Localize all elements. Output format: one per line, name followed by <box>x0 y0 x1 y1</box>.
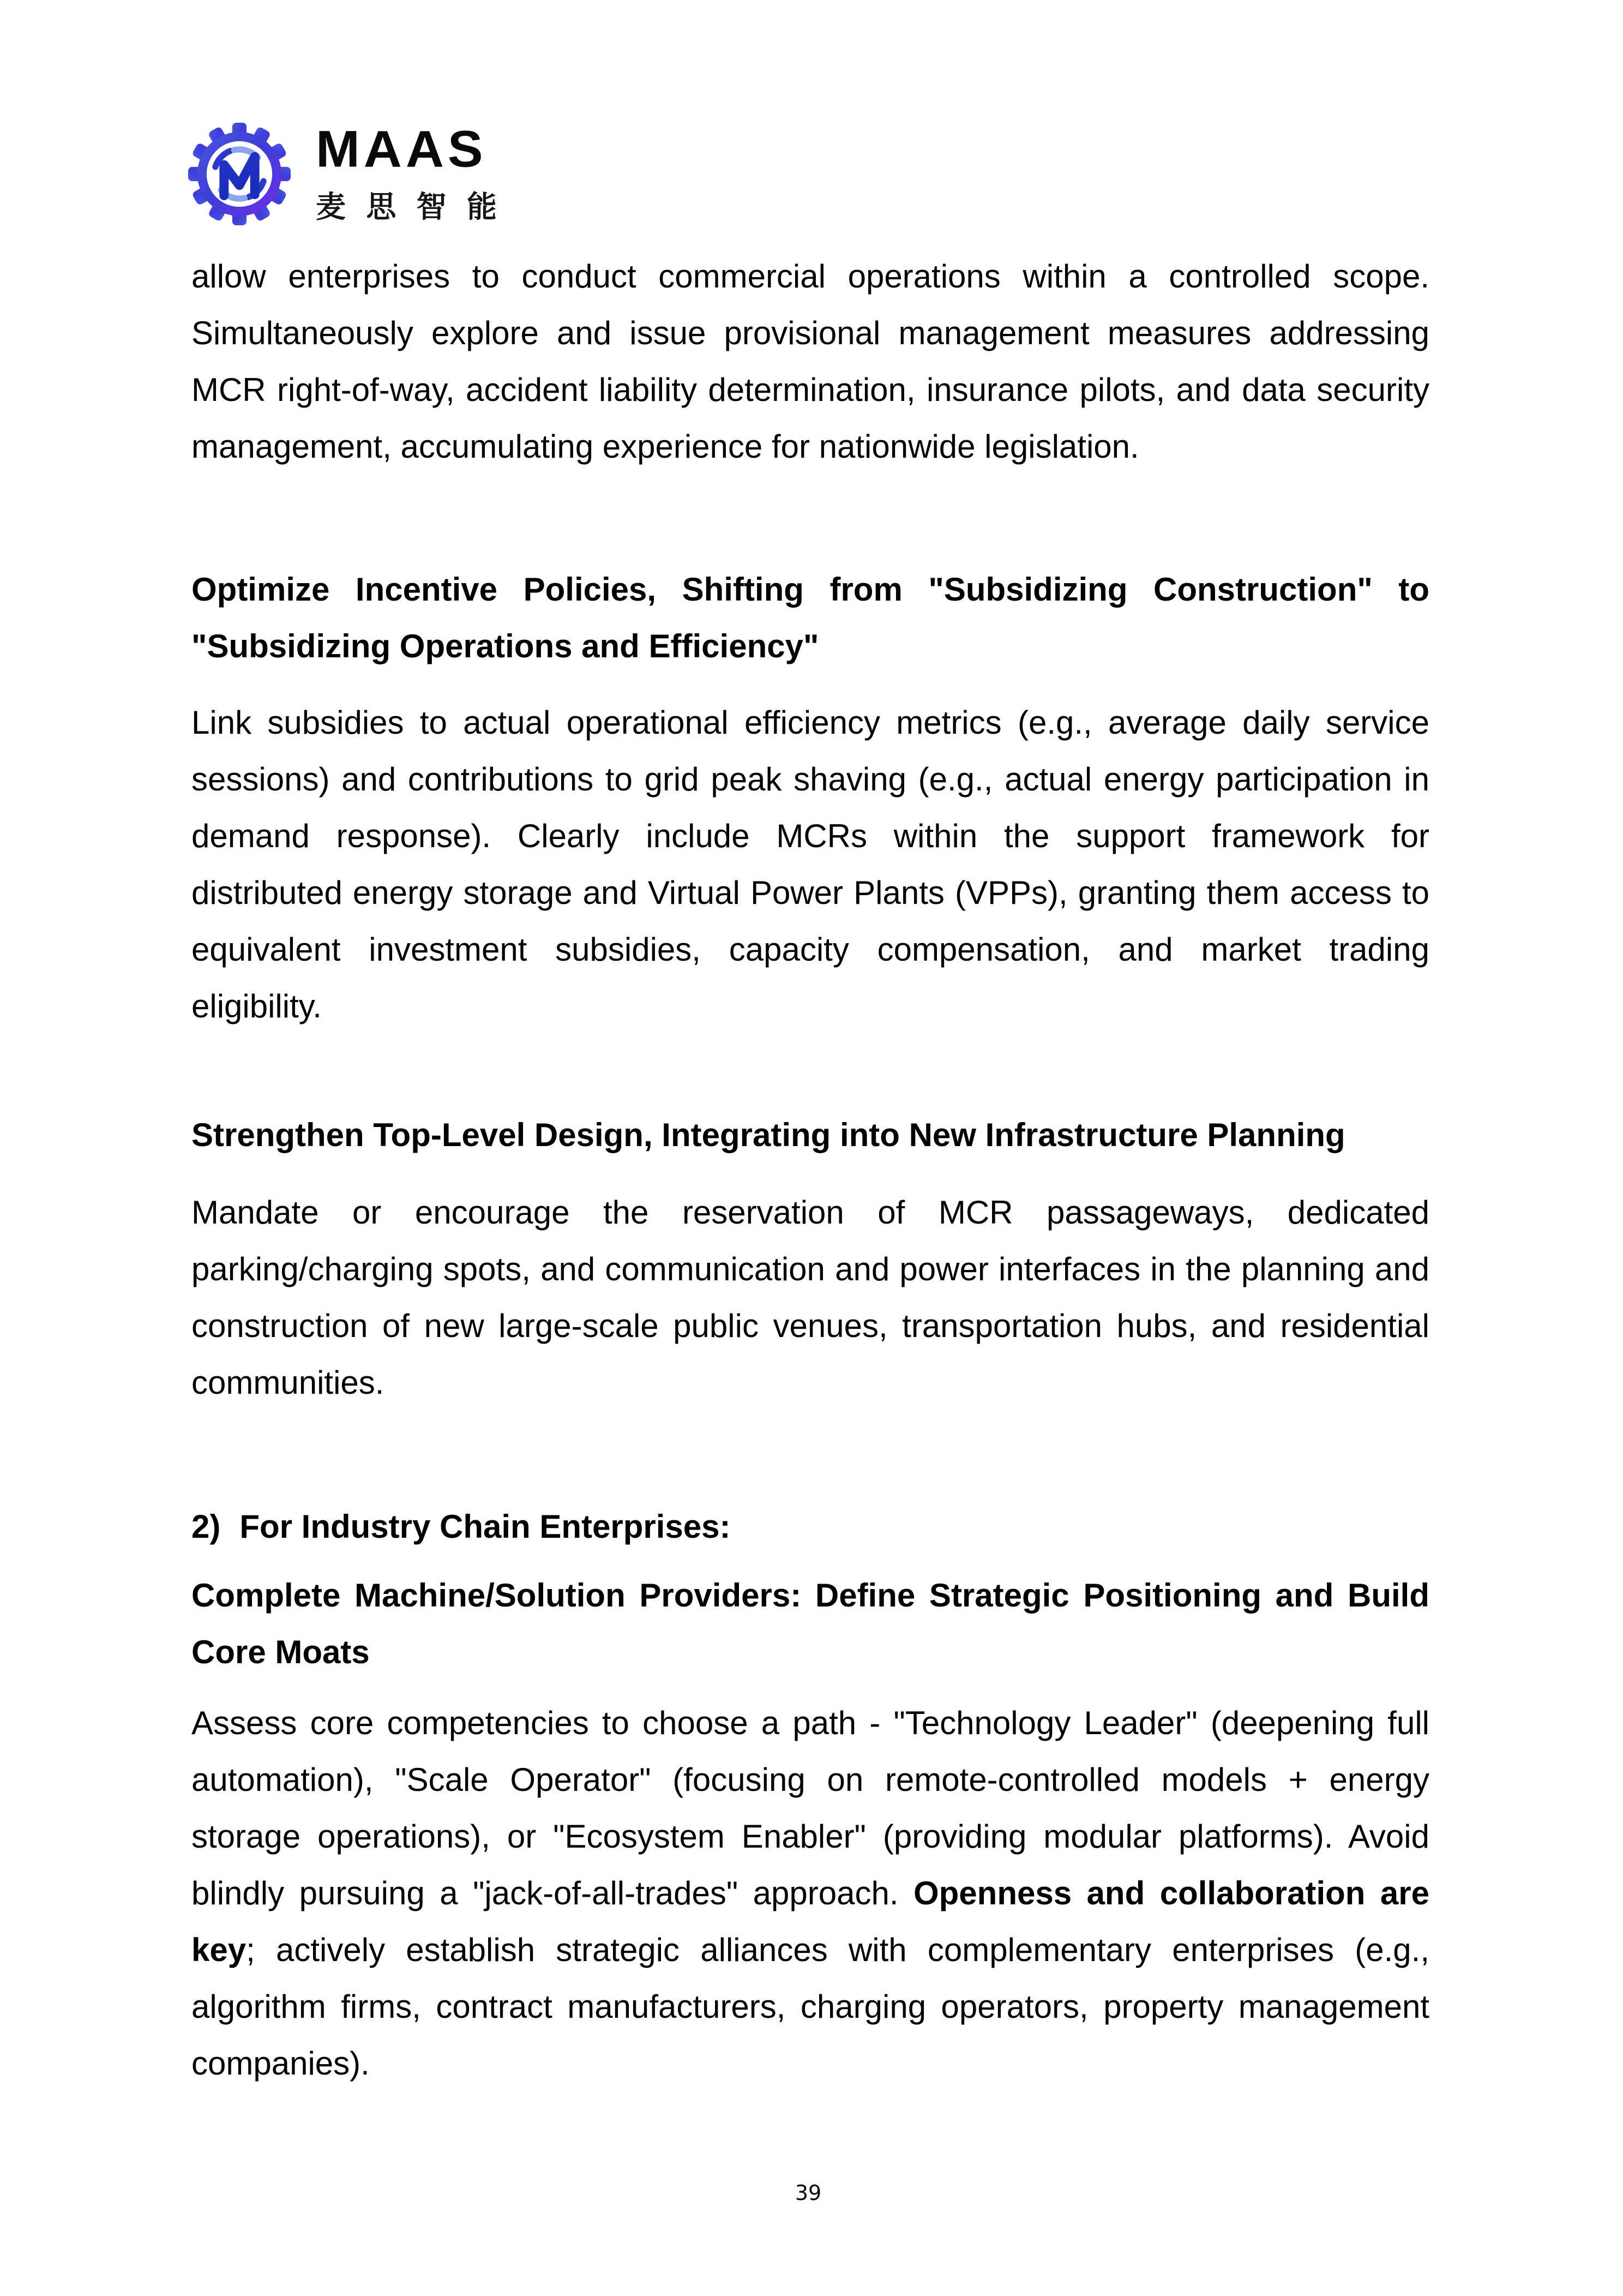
paragraph-mandate-reservation: Mandate or encourage the reservation of MCR passageways, dedicated parking/charging spots, and communication and power interfaces in the planning and construction of new large-scale public venues, transportation hubs, and residential communities. <box>191 1194 1429 1401</box>
brand-cn-char: 能 <box>466 190 497 224</box>
company-logo <box>188 119 497 226</box>
section-item-industry-chain <box>191 1498 1429 1555</box>
heading-complete-machine-providers: Complete Machine/Solution Providers: Define Strategic Positioning and Build Core Moats <box>191 1577 1429 1670</box>
paragraph-strategy-text: Assess core competencies to choose a path - "Technology Leader" (deepening full automation), "Scale Operator" (focusing on remote-controlled models + energy storage operations), or "Ecosystem Enabler" (providing modular platforms). Avoid blindly pursuing a "jack-of-all-trades" approach. <box>191 1705 1429 1911</box>
section-item-title: For Industry Chain Enterprises: <box>239 1508 731 1545</box>
paragraph-legislation: allow enterprises to conduct commercial operations within a controlled scope. Simultaneously explore and issue provisional management measures addressing MCR right-of-way, accident liability determination, insurance pilots, and data security management, accumulating experience for nationwide legislation. <box>191 258 1429 465</box>
heading-optimize-incentive-policies: Optimize Incentive Policies, Shifting from "Subsidizing Construction" to "Subsidizing Operations and Efficiency" <box>191 571 1429 664</box>
section-item-number: 2) <box>191 1508 221 1545</box>
footer-page-number: 39 <box>795 2181 822 2205</box>
paragraph-strategy-bold: Openness and collaboration are key <box>191 1875 1429 1968</box>
document-body <box>191 248 1429 2092</box>
paragraph-strategy-text: ; actively establish strategic alliances with complementary enterprises (e.g., algorithm firms, contract manufacturers, charging operators, property management companies). <box>191 1932 1429 2082</box>
brand-subtitle-cn <box>316 183 497 226</box>
brand-name: MAAS <box>316 119 487 178</box>
brand-cn-char: 麦 <box>316 190 346 224</box>
paragraph-subsidies: Link subsidies to actual operational efficiency metrics (e.g., average daily service sessions) and contributions to grid peak shaving (e.g., actual energy participation in demand response). Clearly include MCRs within the support framework for distributed energy storage and Virtual Power Plants (VPPs), granting them access to equivalent investment subsidies, capacity compensation, and market trading eligibility. <box>191 704 1429 1024</box>
logo-text <box>316 119 497 226</box>
paragraph-strategy <box>191 1695 1429 2092</box>
gear-logo-icon <box>188 123 291 225</box>
brand-cn-char: 智 <box>416 190 447 224</box>
brand-cn-char: 思 <box>366 190 396 224</box>
heading-strengthen-top-level-design: Strengthen Top-Level Design, Integrating into New Infrastructure Planning <box>191 1117 1345 1153</box>
